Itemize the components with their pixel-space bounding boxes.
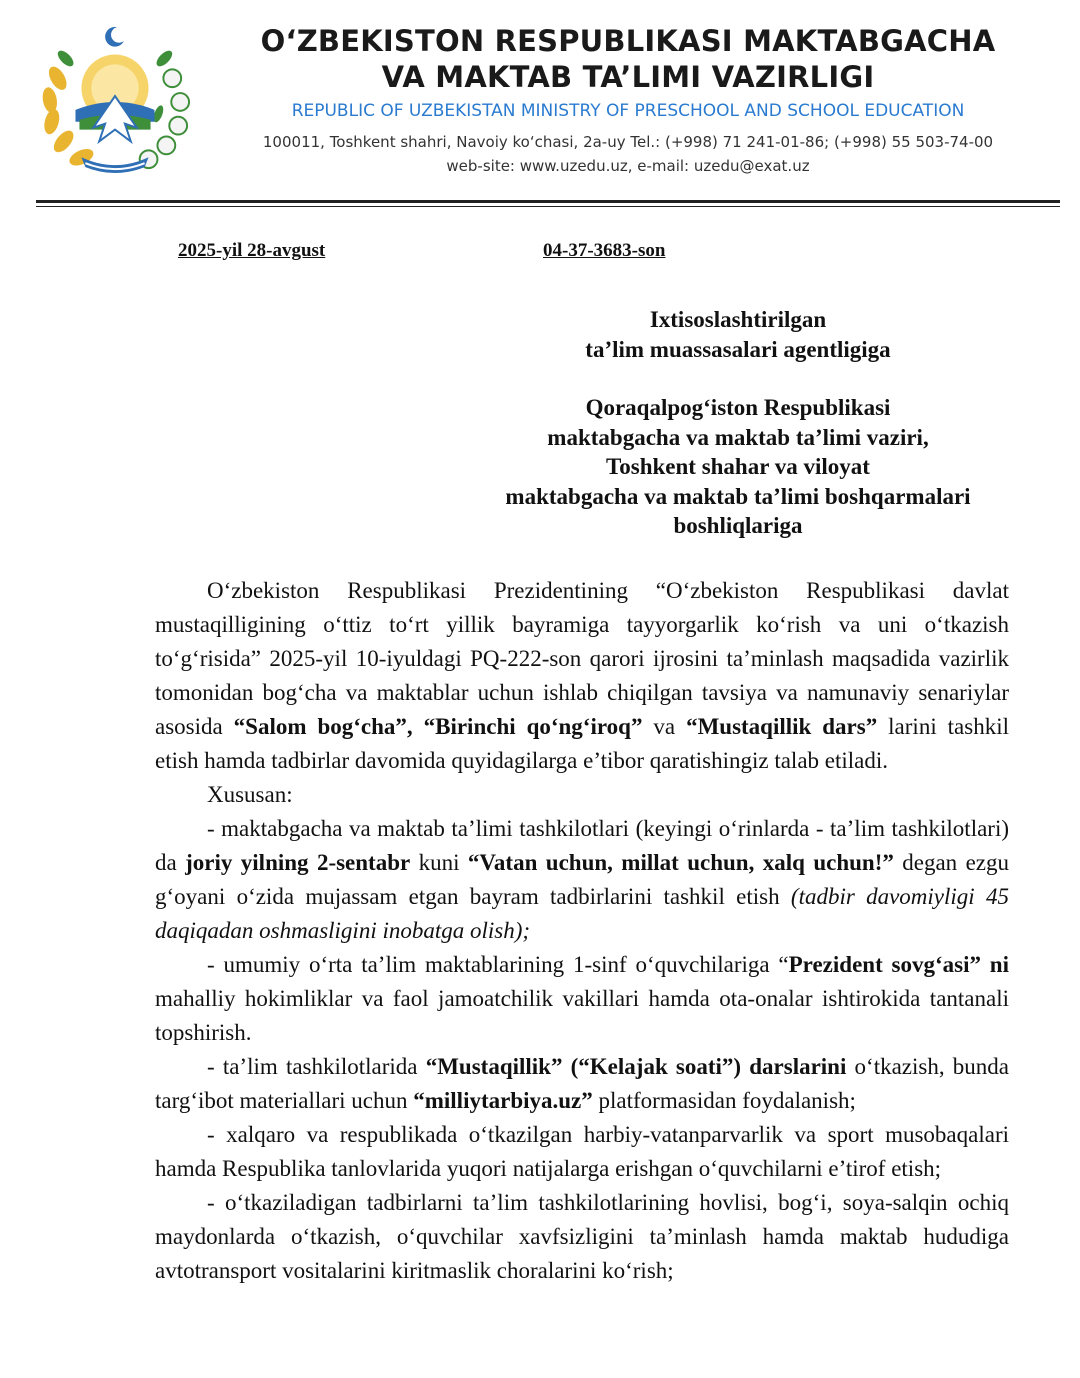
addressee-line: Qoraqalpog‘iston Respublikasi — [585, 395, 891, 420]
addressee-line: maktabgacha va maktab ta’limi boshqarmalari — [505, 483, 971, 509]
body-item-recognize-students: - xalqaro va respublikada o‘tkazilgan harbiy-vatanparvarlik va sport musobaqalari hamda Respublika tanlovlarida yuqori natijalarga erishgan o‘quvchilarni e’tirof etish; — [155, 1122, 1009, 1181]
body-item-president-gift: - umumiy o‘rta ta’lim maktablarining 1-sinf o‘quvchilariga “Prezident sovg‘asi” ni mahalliy hokimliklar va faol jamoatchilik vakillari hamda ota-onalar ishtirokida tantanali topshirish. — [155, 952, 1009, 1045]
ministry-address: 100011, Toshkent shahri, Navoiy ko‘chasi, 2a-uy Tel.: (+998) 71 241-01-86; (+998) 55 503-74-00 — [262, 133, 994, 151]
addressee-block-regional — [460, 393, 1016, 541]
addressee-line: ta’lim muassasalari agentligiga — [585, 336, 891, 362]
body-paragraph-xususan: Xususan: — [207, 782, 293, 807]
body-item-independence-lessons: - ta’lim tashkilotlarida “Mustaqillik” (“Kelajak soati”) darslarini o‘tkazish, bunda targ‘ibot materiallari uchun “milliytarbiya.uz” platformasidan foydalanish; — [155, 1054, 1009, 1113]
addressee-line: maktabgacha va maktab ta’limi vaziri, — [547, 424, 929, 450]
addressee-line: Toshkent shahar va viloyat — [606, 454, 870, 479]
body-item-outdoor-safety: - o‘tkaziladigan tadbirlarni ta’lim tashkilotlarining hovlisi, bog‘i, soya-salqin ochiq maydonlarda o‘tkazish, o‘quvchilar xavfsizligini ta’minlash hamda maktab hududiga avtotransport vositalarini kiritmaslik choralarini ko‘rish; — [155, 1190, 1009, 1283]
letterhead — [0, 0, 1080, 200]
ministry-title-line-1: O‘ZBEKISTON RESPUBLIKASI MAKTABGACHA — [260, 24, 996, 58]
document-date: 2025-yil 28-avgust — [178, 240, 326, 261]
letter-body — [155, 574, 1009, 1288]
letterhead-divider-thick — [36, 200, 1060, 203]
letterhead-divider-thin — [36, 206, 1060, 207]
body-paragraph-intro: O‘zbekiston Respublikasi Prezidentining “O‘zbekiston Respublikasi davlat mustaqilligining o‘ttiz to‘rt yillik bayramiga tayyorgarlik ko‘rish va uni o‘tkazish to‘g‘risida” 2025-yil 10-iyuldagi PQ-222-son qarori ijrosini ta’minlash maqsadida vazirlik tomonidan bog‘cha va maktablar uchun ishlab chiqilgan tavsiya va namunaviy senariylar asosida “Salom bog‘cha”, “Birinchi qo‘ng‘iroq” va “Mustaqillik dars” larini tashkil etish hamda tadbirlar davomida quyidagilarga e’tibor qaratishingiz talab etiladi. — [155, 578, 1009, 773]
ministry-title-line-2: VA MAKTAB TA’LIMI VAZIRLIGI — [381, 60, 875, 94]
addressee-block-agency — [460, 305, 1016, 364]
ministry-web-contact: web-site: www.uzedu.uz, e-mail: uzedu@exat.uz — [446, 157, 810, 175]
ministry-title-english: REPUBLIC OF UZBEKISTAN MINISTRY OF PRESCHOOL AND SCHOOL EDUCATION — [291, 101, 965, 121]
state-emblem-icon — [36, 18, 194, 178]
document-number: 04-37-3683-son — [543, 240, 666, 261]
addressee-line: Ixtisoslashtirilgan — [649, 307, 827, 332]
addressee-line: boshliqlariga — [673, 513, 803, 538]
body-item-holiday-events: - maktabgacha va maktab ta’limi tashkilotlari (keyingi o‘rinlarda - ta’lim tashkilotlari) da joriy yilning 2-sentabr kuni “Vatan uchun, millat uchun, xalq uchun!” degan ezgu g‘oyani o‘zida mujassam etgan bayram tadbirlarini tashkil etish (tadbir davomiyligi 45 daqiqadan oshmasligini inobatga olish); — [155, 816, 1010, 943]
